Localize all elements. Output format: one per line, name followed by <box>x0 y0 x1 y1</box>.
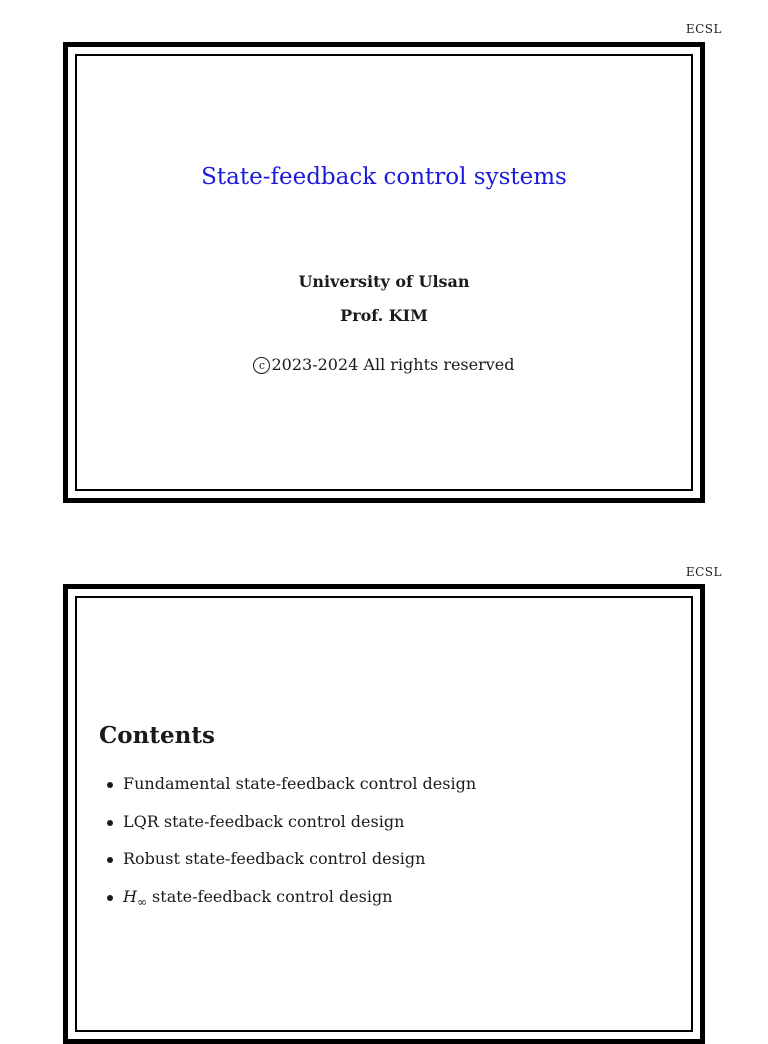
infinity-subscript: ∞ <box>136 894 147 909</box>
bullet-icon <box>107 857 113 863</box>
title-slide-inner-border <box>75 54 693 491</box>
slide-title: State-feedback control systems <box>201 164 567 190</box>
affiliation: University of Ulsan <box>298 272 470 291</box>
copyright-icon: c <box>253 357 270 374</box>
list-item <box>107 847 476 885</box>
page-header-ecsl: ECSL <box>685 565 722 579</box>
list-item <box>107 772 476 810</box>
list-item <box>107 885 476 923</box>
author: Prof. KIM <box>340 306 428 325</box>
bullet-icon <box>107 895 113 901</box>
contents-slide-inner-border <box>75 596 693 1032</box>
list-item-text: LQR state-feedback control design <box>123 811 405 831</box>
list-item-text: Robust state-feedback control design <box>123 849 426 868</box>
h-symbol: H <box>123 886 137 906</box>
bullet-icon <box>107 820 113 826</box>
contents-heading: Contents <box>99 722 215 749</box>
contents-slide-frame <box>63 584 705 1044</box>
page-header-ecsl: ECSL <box>685 22 722 36</box>
list-item-text: Fundamental state-feedback control design <box>123 774 477 793</box>
h-infinity-symbol <box>123 885 147 914</box>
copyright-text: 2023-2024 All rights reserved <box>271 355 515 374</box>
copyright-line <box>77 355 691 374</box>
title-slide-frame <box>63 42 705 503</box>
bullet-icon <box>107 782 113 788</box>
list-item-text: state-feedback control design <box>152 886 393 906</box>
list-item <box>107 810 476 848</box>
contents-list <box>107 772 476 922</box>
